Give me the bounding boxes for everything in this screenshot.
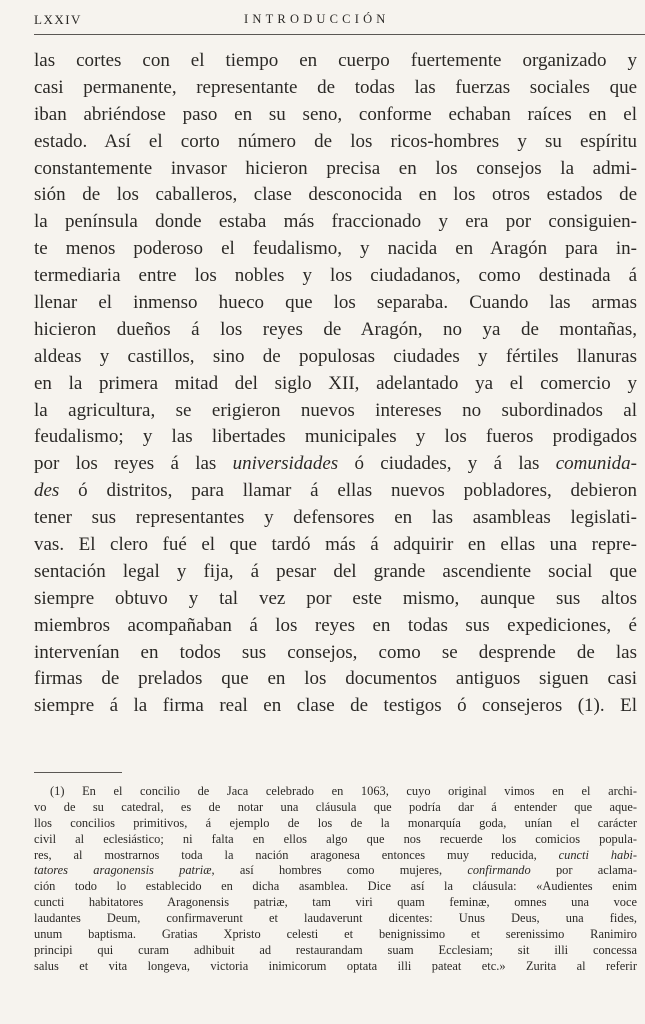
body-line: termediaria entre los nobles y los ciudadanos, como destinada á bbox=[34, 265, 637, 287]
page-header bbox=[34, 12, 645, 32]
body-line: hicieron dueños á los reyes de Aragón, no ya de montañas, bbox=[34, 318, 637, 340]
body-line: vas. El clero fué el que tardó más á adquirir en ellas una repre- bbox=[34, 534, 637, 556]
body-line: constantemente invasor hicieron precisa en los consejos la admi- bbox=[34, 157, 637, 179]
italic-term: comunida- bbox=[555, 453, 637, 475]
footnote-italic: confirmando bbox=[467, 863, 531, 878]
footnote-line: civil al eclesiástico; ni falta en ellos algo que nos recuerde los comicios popula- bbox=[34, 831, 637, 846]
footnote-line: unum baptisma. Gratias Xpristo celesti et benignissimo et serenissimo Ranimiro bbox=[34, 927, 637, 942]
footnote-line bbox=[34, 848, 637, 864]
body-line: sentación legal y fija, á pesar del grande ascendiente social que bbox=[34, 560, 637, 582]
footnote-line: (1) En el concilio de Jaca celebrado en 1063, cuyo original vimos en el archi- bbox=[50, 784, 637, 798]
body-line: intervenían en todos sus consejos, como se desprende de las bbox=[34, 641, 637, 663]
body-line: las cortes con el tiempo en cuerpo fuertemente organizado y bbox=[34, 50, 637, 71]
footnote-line bbox=[34, 863, 637, 879]
page-number: LXXIV bbox=[34, 12, 82, 27]
body-line: sión de los caballeros, clase desconocida en los otros estados de bbox=[34, 184, 637, 206]
footnote-text-run: , así hombres como mujeres, bbox=[211, 863, 468, 878]
footnote-italic: tatores aragonensis patriæ bbox=[34, 863, 212, 878]
body-line: llenar el inmenso hueco que los separaba. Cuando las armas bbox=[34, 292, 637, 314]
footnote-line: principi qui curam adhibuit ad restaurandam suam Ecclesiam; sit illi concessa bbox=[34, 942, 637, 957]
body-line: la agricultura, se erigieron nuevos intereses no subordinados al bbox=[34, 399, 637, 421]
body-text-run: por los reyes á las bbox=[34, 453, 233, 475]
body-line: tener sus representantes y defensores en las asambleas legislati- bbox=[34, 507, 637, 529]
italic-term: des bbox=[34, 480, 60, 502]
body-line: siempre á la firma real en clase de testigos ó consejeros (1). El bbox=[34, 695, 637, 717]
body-line: siempre obtuvo y tal vez por este mismo, aunque sus altos bbox=[34, 587, 637, 609]
body-line bbox=[34, 478, 637, 505]
footnote bbox=[34, 784, 637, 975]
body-line: feudalismo; y las libertades municipales y los fueros prodigados bbox=[34, 426, 637, 448]
running-head: INTRODUCCIÓN bbox=[244, 12, 390, 26]
body-line bbox=[34, 451, 637, 478]
footnote-line: vo de su catedral, es de notar una cláusula que podría dar á entender que aque- bbox=[34, 799, 637, 814]
footnote-text-run: por aclama- bbox=[530, 863, 637, 878]
footnote-line: ción todo lo establecido en dicha asamblea. Dice así la cláusula: «Audientes enim bbox=[34, 879, 637, 894]
footnote-line: salus et vita longeva, victoria inimicorum optata illi pateat etc.» Zurita al referir bbox=[34, 958, 637, 973]
body-text-run: ó distritos, para llamar á ellas nuevos pobladores, debieron bbox=[59, 480, 637, 502]
body-line: firmas de prelados que en los documentos antiguos siguen casi bbox=[34, 668, 637, 690]
italic-term: universidades bbox=[232, 453, 339, 475]
footnote-line: cuncti habitatores Aragonensis patriæ, tam viri quam feminæ, omnes una voce bbox=[34, 895, 637, 910]
body-text-run: ó ciudades, y á las bbox=[338, 453, 556, 475]
body-line: aldeas y castillos, sino de populosas ciudades y fértiles llanuras bbox=[34, 345, 637, 367]
body-text bbox=[34, 48, 637, 720]
footnote-text-run: res, al mostrarnos toda la nación aragonesa entonces muy reducida, bbox=[34, 847, 559, 862]
body-line: estado. Así el corto número de los ricos-hombres y su espíritu bbox=[34, 130, 637, 152]
body-line: iban abriéndose paso en su seno, conforme echaban raíces en el bbox=[34, 103, 637, 125]
body-line: te menos poderoso el feudalismo, y nacida en Aragón para in- bbox=[34, 238, 637, 260]
body-line: en la primera mitad del siglo XII, adelantado ya el comercio y bbox=[34, 372, 637, 394]
body-line: miembros acompañaban á los reyes en todas sus expediciones, é bbox=[34, 614, 637, 636]
header-rule bbox=[34, 34, 645, 35]
footnote-line: laudantes Deum, confirmaverunt et laudaverunt dicentes: Unus Deus, una fides, bbox=[34, 911, 637, 926]
body-line: casi permanente, representante de todas las fuerzas sociales que bbox=[34, 76, 637, 98]
footnote-italic: cuncti habi- bbox=[558, 847, 637, 862]
body-line: la península donde estaba más fraccionado y era por consiguien- bbox=[34, 211, 637, 233]
footnote-rule bbox=[34, 772, 122, 773]
footnote-line: llos concilios primitivos, á ejemplo de los de la monarquía goda, unían el carácter bbox=[34, 815, 637, 830]
